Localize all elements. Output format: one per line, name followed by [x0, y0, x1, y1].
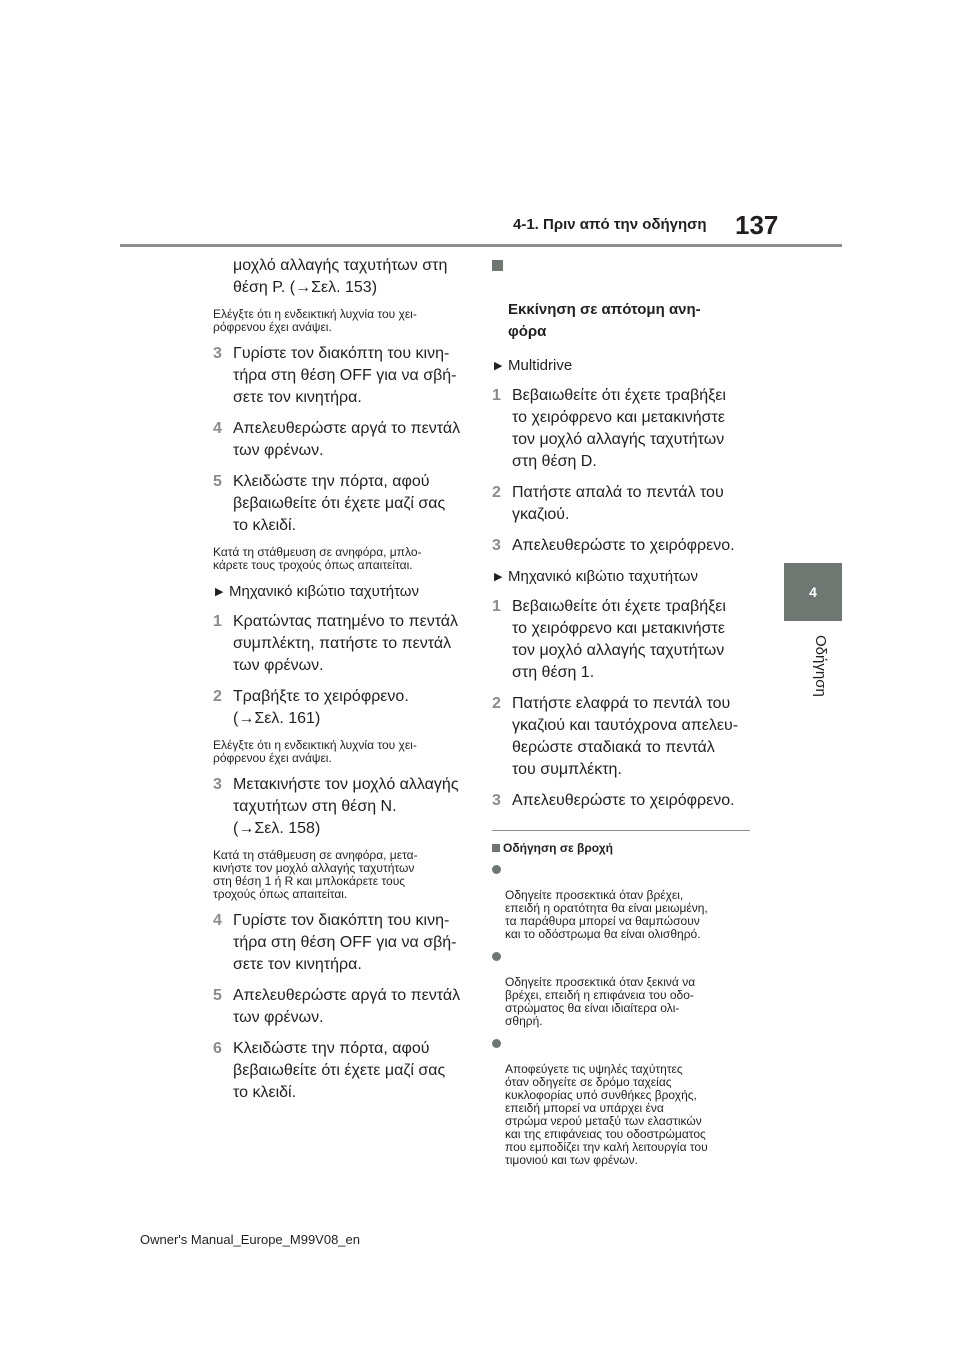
- note-uphill-gear: Κατά τη στάθμευση σε ανηφόρα, μετα- κινήστε τον μοχλό αλλαγής ταχυτήτων στη θέση 1 ή R και μπλοκάρετε τους τροχούς όπως απαιτείται.: [213, 848, 418, 901]
- step-number: 6: [213, 1040, 222, 1057]
- step-item: [492, 385, 750, 473]
- circle-bullet-icon: [492, 865, 501, 874]
- circle-bullet-icon: [492, 952, 501, 961]
- subheading-text: Μηχανικό κιβώτιο ταχυτήτων: [229, 583, 420, 600]
- step-text: Κλειδώστε την πόρτα, αφού βεβαιωθείτε ότι έχετε μαζί σας το κλειδί.: [233, 1040, 446, 1101]
- chapter-tab[interactable]: 4: [784, 563, 842, 621]
- step-item: [213, 471, 468, 537]
- step-number: 4: [213, 912, 222, 929]
- intro-text: μοχλό αλλαγής ταχυτήτων στη θέση P. (→Σελ. 153): [233, 257, 448, 296]
- step-number: 2: [492, 484, 501, 501]
- step-item: [492, 596, 750, 684]
- step-item: [492, 790, 750, 812]
- step-item: [213, 343, 468, 409]
- step-text: Απελευθερώστε αργά το πεντάλ των φρένων.: [233, 987, 461, 1026]
- step-item: [213, 611, 468, 677]
- step-item: [213, 1038, 468, 1104]
- step-number: 1: [213, 613, 222, 630]
- triangle-right-icon: ▶: [494, 360, 503, 372]
- step-text: Μετακινήστε τον μοχλό αλλαγής ταχυτήτων στη θέση N. (→Σελ. 158): [233, 776, 459, 837]
- step-number: 3: [492, 537, 501, 554]
- step-text: Γυρίστε τον διακόπτη του κινη- τήρα στη θέση OFF για να σβή- σετε τον κινητήρα.: [233, 912, 457, 973]
- right-column: [492, 255, 750, 1176]
- circle-bullet-icon: [492, 1039, 501, 1048]
- step-item: [213, 774, 468, 840]
- step-text: Απελευθερώστε το χειρόφρενο.: [512, 792, 735, 809]
- step-text: Κρατώντας πατημένο το πεντάλ συμπλέκτη, πατήστε το πεντάλ των φρένων.: [233, 613, 459, 674]
- step-item: [492, 535, 750, 557]
- triangle-right-icon: ▶: [494, 571, 503, 583]
- step-text: Τραβήξτε το χειρόφρενο. (→Σελ. 161): [233, 688, 409, 727]
- chapter-label: Οδήγηση: [812, 635, 829, 697]
- step-text: Βεβαιωθείτε ότι έχετε τραβήξει το χειρόφρενο και μετακινήστε τον μοχλό αλλαγής ταχυτήτων στη θέση D.: [512, 387, 726, 470]
- step-text: Απελευθερώστε αργά το πεντάλ των φρένων.: [233, 420, 461, 459]
- left-column: [213, 255, 468, 1113]
- list-item: [492, 863, 750, 941]
- step-item: [213, 910, 468, 976]
- note-parking-light: Ελέγξτε ότι η ενδεικτική λυχνία του χει- ρόφρενου έχει ανάψει.: [213, 307, 417, 334]
- step-number: 3: [213, 345, 222, 362]
- section-divider: [492, 830, 750, 831]
- step-number: 1: [492, 598, 501, 615]
- step-item: [213, 686, 468, 730]
- triangle-right-icon: ▶: [215, 586, 224, 598]
- step-number: 2: [492, 695, 501, 712]
- footer-text: Owner's Manual_Europe_M99V08_en: [139, 1232, 360, 1247]
- subheading-text: Multidrive: [508, 357, 573, 374]
- step-number: 3: [492, 792, 501, 809]
- square-bullet-icon: [492, 260, 503, 271]
- step-number: 5: [213, 987, 222, 1004]
- page-number: 137: [735, 210, 779, 240]
- list-item: [492, 1037, 750, 1167]
- step-number: 5: [213, 473, 222, 490]
- step-text: Γυρίστε τον διακόπτη του κινη- τήρα στη θέση OFF για να σβή- σετε τον κινητήρα.: [233, 345, 457, 406]
- step-item: [492, 693, 750, 781]
- manual-transmission-heading: [213, 581, 468, 603]
- section-title: 4-1. Πριν από την οδήγηση: [513, 216, 707, 233]
- bullet-text: Αποφεύγετε τις υψηλές ταχύτητες όταν οδηγείτε σε δρόμο ταχείας κυκλοφορίας υπό συνθήκες βροχής, επειδή μπορεί να υπάρχει ένα στρώμα νερού μεταξύ των ελαστικών και της επιφάνειας του οδοστρώματος που εμποδίζει την καλή λειτουργία του τιμονιού και των φρένων.: [505, 1062, 708, 1167]
- bullet-text: Οδηγείτε προσεκτικά όταν βρέχει, επειδή η ορατότητα θα είναι μειωμένη, τα παράθυρα μπορεί να θαμπώσουν και το οδόστρωμα θα είναι ολισθηρό.: [505, 888, 708, 941]
- section-heading-text: Εκκίνηση σε απότομη ανη- φόρα: [508, 301, 701, 340]
- step-item: [213, 985, 468, 1029]
- note-parking-light: Ελέγξτε ότι η ενδεικτική λυχνία του χει- ρόφρενου έχει ανάψει.: [213, 738, 417, 765]
- step-text: Βεβαιωθείτε ότι έχετε τραβήξει το χειρόφρενο και μετακινήστε τον μοχλό αλλαγής ταχυτήτων στη θέση 1.: [512, 598, 726, 681]
- multidrive-heading: [492, 355, 750, 377]
- step-item: [213, 418, 468, 462]
- step-number: 3: [213, 776, 222, 793]
- step-number: 1: [492, 387, 501, 404]
- bullet-text: Οδηγείτε προσεκτικά όταν ξεκινά να βρέχει, επειδή η επιφάνεια του οδο- στρώματος θα είναι ιδιαίτερα ολι- σθηρή.: [505, 975, 696, 1028]
- step-text: Πατήστε απαλά το πεντάλ του γκαζιού.: [512, 484, 724, 523]
- subheading-text: Μηχανικό κιβώτιο ταχυτήτων: [508, 568, 699, 585]
- step-number: 4: [213, 420, 222, 437]
- section-heading: [492, 255, 750, 343]
- header-divider: [120, 244, 842, 247]
- rain-heading: [492, 841, 750, 855]
- rain-heading-text: Οδήγηση σε βροχή: [503, 841, 613, 855]
- square-bullet-icon: [492, 844, 500, 852]
- step-text: Πατήστε ελαφρά το πεντάλ του γκαζιού και ταυτόχρονα απελευ- θερώστε σταδιακά το πεντάλ του συμπλέκτη.: [512, 695, 739, 778]
- step-text: Κλειδώστε την πόρτα, αφού βεβαιωθείτε ότι έχετε μαζί σας το κλειδί.: [233, 473, 446, 534]
- note-uphill: Κατά τη στάθμευση σε ανηφόρα, μπλο- κάρετε τους τροχούς όπως απαιτείται.: [213, 545, 422, 572]
- step-item: [492, 482, 750, 526]
- step-text: Απελευθερώστε το χειρόφρενο.: [512, 537, 735, 554]
- manual-transmission-heading: [492, 566, 750, 588]
- list-item: [492, 950, 750, 1028]
- step-number: 2: [213, 688, 222, 705]
